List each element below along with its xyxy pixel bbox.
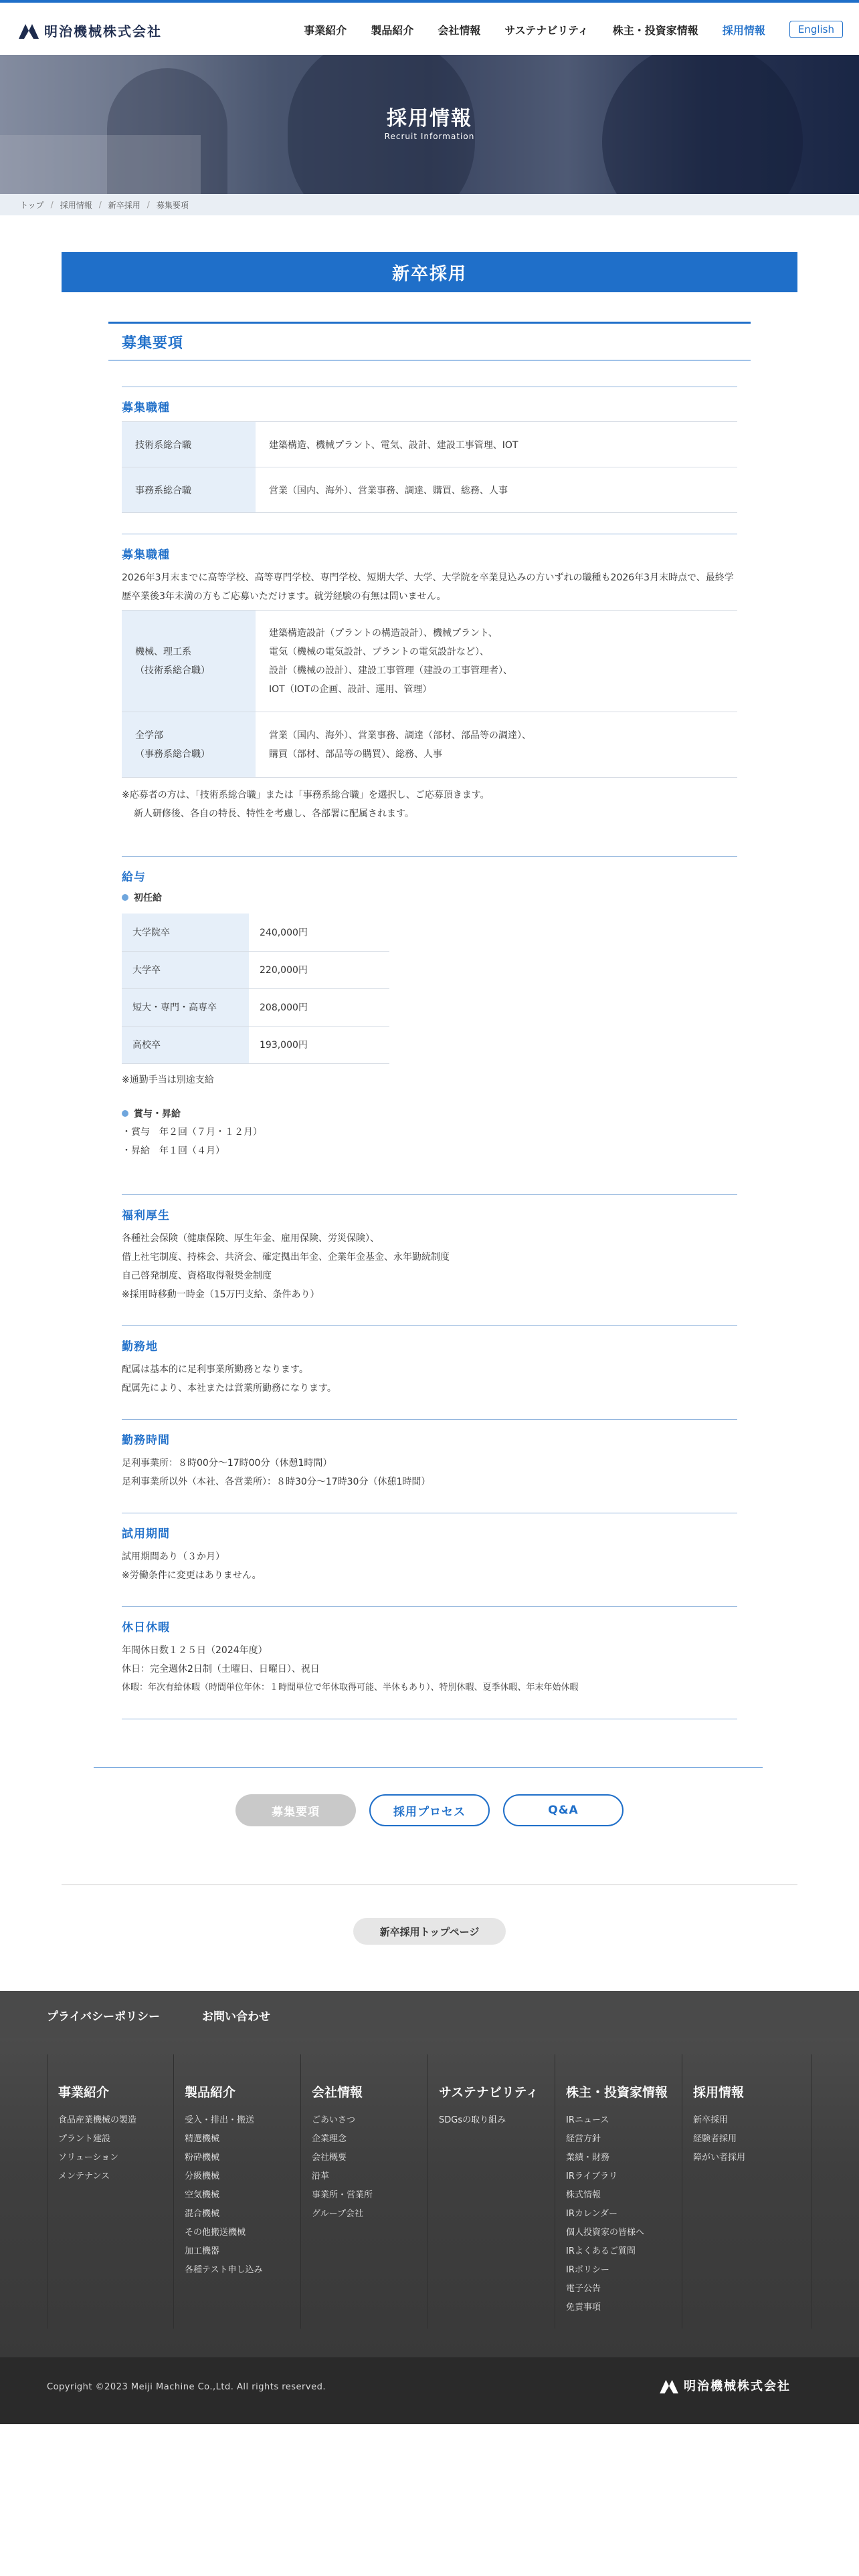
table-cell: 建築構造設計（プラントの構造設計）、機械プラント、 電気（機械の電気設計、プラントの電気設計など）、 設計（機械の設計）、建設工事管理（建設の工事管理者）、 IOT（IOTの企画、設計、運用、管理） — [256, 611, 737, 712]
holiday-line: 休暇：年次有給休暇（時間単位年休：１時間単位で年休取得可能、半休もあり）、特別休暇、夏季休暇、年末年始休暇 — [122, 1683, 579, 1693]
english-button[interactable]: English — [789, 21, 843, 38]
section-location — [122, 1325, 737, 1398]
breadcrumb-current: 募集要項 — [156, 200, 189, 210]
footer-col-title[interactable]: 株主・投資家情報 — [566, 2085, 668, 2100]
table-cell: 営業（国内、海外）、営業事務、調達、購買、総務、人事 — [256, 467, 737, 513]
table-row — [122, 1026, 389, 1063]
footer-link[interactable]: ソリューション — [58, 2153, 119, 2163]
global-nav — [254, 17, 843, 41]
hours-line: 足利事業所以外（本社、各営業所）：８時30分〜17時30分（休憩1時間） — [122, 1477, 431, 1487]
recruit-top-button[interactable]: 新卒採用トップページ — [353, 1918, 506, 1945]
section-title-bar: 新卒採用 — [62, 252, 797, 292]
nav-recruit[interactable]: 採用情報 — [722, 23, 765, 37]
footer-link[interactable]: IRポリシー — [566, 2265, 609, 2275]
table-header-cell: 短大・専門・高専卒 — [122, 988, 249, 1026]
footer-link[interactable]: IRカレンダー — [566, 2209, 618, 2219]
qualification-note: 新人研修後、各自の特長、特性を考慮し、各部署に配属されます。 — [134, 809, 414, 819]
site-logo[interactable] — [19, 20, 162, 40]
footer-link[interactable]: 受入・排出・搬送 — [185, 2115, 255, 2125]
table-cell: 193,000円 — [249, 1026, 389, 1063]
table-row — [122, 467, 737, 513]
qualification-table — [122, 610, 737, 778]
welfare-line: 借上社宅制度、持株会、共済会、確定拠出年金、企業年金基金、永年勤続制度 — [122, 1252, 450, 1263]
footer-logo-text: 明治機械株式会社 — [684, 2379, 791, 2393]
table-header-cell: 大学院卒 — [122, 914, 249, 951]
footer-link[interactable]: 事業所・営業所 — [312, 2190, 373, 2200]
breadcrumb-item[interactable]: トップ — [20, 200, 44, 210]
footer-link[interactable]: グループ会社 — [312, 2209, 363, 2219]
footer-link[interactable]: 精選機械 — [185, 2134, 220, 2144]
starting-salary-label: 初任給 — [122, 891, 737, 904]
table-row — [122, 951, 389, 988]
footer-link[interactable]: 新卒採用 — [693, 2115, 729, 2125]
table-cell: 営業（国内、海外）、営業事務、調達（部材、部品等の調達）、 購買（部材、部品等の購買）、総務、人事 — [256, 712, 737, 778]
bonus-line: ・昇給 年１回（４月） — [122, 1145, 225, 1156]
hero-subtitle: Recruit Information — [384, 132, 475, 141]
footer-link[interactable]: プラント建設 — [58, 2134, 111, 2144]
jobs-table — [122, 421, 737, 513]
bonus-label: 賞与・昇給 — [122, 1107, 737, 1120]
nav-products[interactable]: 製品紹介 — [371, 23, 414, 37]
table-header-cell: 全学部 （事務系総合職） — [122, 712, 256, 778]
section-heading: 勤務地 — [122, 1340, 158, 1354]
nav-company[interactable]: 会社情報 — [438, 23, 481, 37]
section-jobs — [122, 387, 737, 513]
footer-link[interactable]: 業績・財務 — [566, 2153, 610, 2163]
footer-col-company — [301, 2054, 428, 2329]
footer-link[interactable]: 障がい者採用 — [693, 2153, 746, 2163]
footer-col-title[interactable]: サステナビリティ — [439, 2085, 539, 2100]
tab-process[interactable]: 採用プロセス — [369, 1794, 490, 1826]
logo-mark-icon — [19, 21, 39, 39]
section-heading: 募集職種 — [122, 401, 170, 415]
footer-link[interactable]: 経験者採用 — [693, 2134, 737, 2144]
footer-col-ir — [555, 2054, 682, 2329]
welfare-line: 各種社会保険（健康保険、厚生年金、雇用保険、労災保険）、 — [122, 1233, 379, 1244]
panel-title: 募集要項 — [122, 335, 184, 352]
footer-link[interactable]: 電子公告 — [566, 2284, 601, 2294]
table-row — [122, 914, 389, 951]
table-row — [122, 611, 737, 712]
table-header-cell: 機械、理工系 （技術系総合職） — [122, 611, 256, 712]
hero-banner — [0, 55, 859, 194]
table-row — [122, 988, 389, 1026]
qualification-note: ※応募者の方は、「技術系総合職」または「事務系総合職」を選択し、ご応募頂きます。 — [122, 790, 490, 800]
table-header-cell: 大学卒 — [122, 951, 249, 988]
footer-link[interactable]: メンテナンス — [58, 2171, 110, 2181]
footer-col-title[interactable]: 採用情報 — [693, 2085, 745, 2100]
table-header-cell: 技術系総合職 — [122, 422, 256, 467]
section-heading: 給与 — [122, 871, 146, 884]
footer-link[interactable]: SDGsの取り組み — [439, 2115, 506, 2125]
bullet-icon — [122, 894, 128, 901]
hours-line: 足利事業所：８時00分〜17時00分（休憩1時間） — [122, 1458, 332, 1469]
footer-link[interactable]: IRニュース — [566, 2115, 609, 2125]
footer-link[interactable]: 企業理念 — [312, 2134, 347, 2144]
nav-ir[interactable]: 株主・投資家情報 — [612, 23, 698, 37]
footer-col-recruit — [682, 2054, 812, 2329]
section-heading: 休日休暇 — [122, 1621, 170, 1634]
footer-link[interactable]: 加工機器 — [185, 2246, 220, 2256]
nav-business[interactable]: 事業紹介 — [304, 23, 347, 37]
footer-link[interactable]: 沿革 — [312, 2171, 330, 2181]
logo-mark-icon — [660, 2377, 678, 2393]
breadcrumb-item[interactable]: 採用情報 — [60, 200, 92, 210]
footer-col-title[interactable]: 製品紹介 — [185, 2085, 236, 2100]
nav-sustainability[interactable]: サステナビリティ — [504, 23, 589, 37]
table-cell: 建築構造、機械プラント、電気、設計、建設工事管理、IOT — [256, 422, 737, 467]
footer-col-sustainability — [428, 2054, 555, 2329]
trial-line: 試用期間あり（３か月） — [122, 1551, 225, 1562]
section-heading: 募集職種 — [122, 548, 170, 562]
salary-table — [122, 914, 389, 1064]
tab-requirements[interactable]: 募集要項 — [235, 1794, 356, 1826]
location-line: 配属は基本的に足利事業所勤務となります。 — [122, 1364, 308, 1375]
table-row — [122, 712, 737, 778]
holiday-line: 休日：完全週休2日制（土曜日、日曜日）、祝日 — [122, 1664, 320, 1675]
table-cell: 220,000円 — [249, 951, 389, 988]
welfare-line: 自己啓発制度、資格取得報奨金制度 — [122, 1271, 272, 1281]
section-heading: 試用期間 — [122, 1527, 170, 1541]
table-cell: 240,000円 — [249, 914, 389, 951]
section-welfare — [122, 1194, 737, 1304]
section-hours — [122, 1419, 737, 1491]
welfare-line: ※採用時移動一時金（15万円支給、条件あり） — [122, 1289, 320, 1300]
footer-link[interactable]: 個人投資家の皆様へ — [566, 2228, 645, 2238]
footer-link[interactable]: ごあいさつ — [312, 2115, 356, 2125]
footer-link[interactable]: 会社概要 — [312, 2153, 347, 2163]
footer-link[interactable]: その他搬送機械 — [185, 2228, 246, 2238]
salary-note: ※通勤手当は別途支給 — [122, 1074, 214, 1085]
site-header — [0, 3, 859, 55]
bonus-line: ・賞与 年２回（７月・１２月） — [122, 1126, 262, 1138]
breadcrumb-item[interactable]: 新卒採用 — [108, 200, 140, 210]
footer-link[interactable]: IRよくあるご質問 — [566, 2246, 636, 2256]
footer-col-title[interactable]: 会社情報 — [312, 2085, 363, 2100]
footer-link[interactable]: 分級機械 — [185, 2171, 220, 2181]
tab-qa[interactable]: Q&A — [503, 1794, 624, 1826]
section-qualifications — [122, 534, 737, 823]
table-cell: 208,000円 — [249, 988, 389, 1026]
footer-link[interactable]: IRライブラリ — [566, 2171, 618, 2181]
footer-col-products — [174, 2054, 301, 2329]
footer-col-business — [47, 2054, 174, 2329]
section-heading: 勤務時間 — [122, 1434, 170, 1447]
tab-rule — [94, 1767, 763, 1768]
holiday-line: 年間休日数１２５日（2024年度） — [122, 1645, 268, 1656]
logo-text: 明治機械株式会社 — [44, 23, 162, 39]
footer-link[interactable]: 株式情報 — [566, 2190, 601, 2200]
breadcrumb: トップ / 採用情報 / 新卒採用 / 募集要項 — [0, 194, 859, 215]
footer-link-bar — [0, 1991, 859, 2038]
section-heading: 福利厚生 — [122, 1209, 170, 1222]
privacy-policy-link[interactable]: プライバシーポリシー — [47, 2010, 161, 2024]
table-header-cell: 高校卒 — [122, 1026, 249, 1063]
footer-link[interactable]: 各種テスト申し込み — [185, 2265, 263, 2275]
trial-line: ※労働条件に変更はありません。 — [122, 1570, 262, 1581]
footer-link[interactable]: 食品産業機械の製造 — [58, 2115, 137, 2125]
copyright: Copyright ©2023 Meiji Machine Co.,Ltd. All rights reserved. — [47, 2382, 326, 2392]
section-holiday — [122, 1606, 737, 1697]
hero-title: 採用情報 — [387, 107, 472, 130]
bullet-icon — [122, 1110, 128, 1117]
footer-link[interactable]: 粉砕機械 — [185, 2153, 220, 2163]
footer-link[interactable]: 経営方針 — [566, 2134, 601, 2144]
footer-link[interactable]: 空気機械 — [185, 2190, 220, 2200]
section-salary — [122, 856, 737, 1160]
section-trial — [122, 1513, 737, 1585]
qualification-intro: 2026年3月末までに高等学校、高等専門学校、専門学校、短期大学、大学、大学院を卒業見込みの方いずれの職種も2026年3月末時点で、最終学歴卒業後3年未満の方もご応募いただけます。就労経験の有無は問いません。 — [122, 572, 734, 602]
contact-link[interactable]: お問い合わせ — [202, 2010, 270, 2024]
footer-logo[interactable] — [660, 2377, 791, 2394]
table-row — [122, 422, 737, 467]
footer-col-title[interactable]: 事業紹介 — [58, 2085, 110, 2100]
table-header-cell: 事務系総合職 — [122, 467, 256, 513]
footer-link[interactable]: 免責事項 — [566, 2302, 601, 2313]
location-line: 配属先により、本社または営業所勤務になります。 — [122, 1383, 337, 1394]
footer-link[interactable]: 混合機械 — [185, 2209, 220, 2219]
